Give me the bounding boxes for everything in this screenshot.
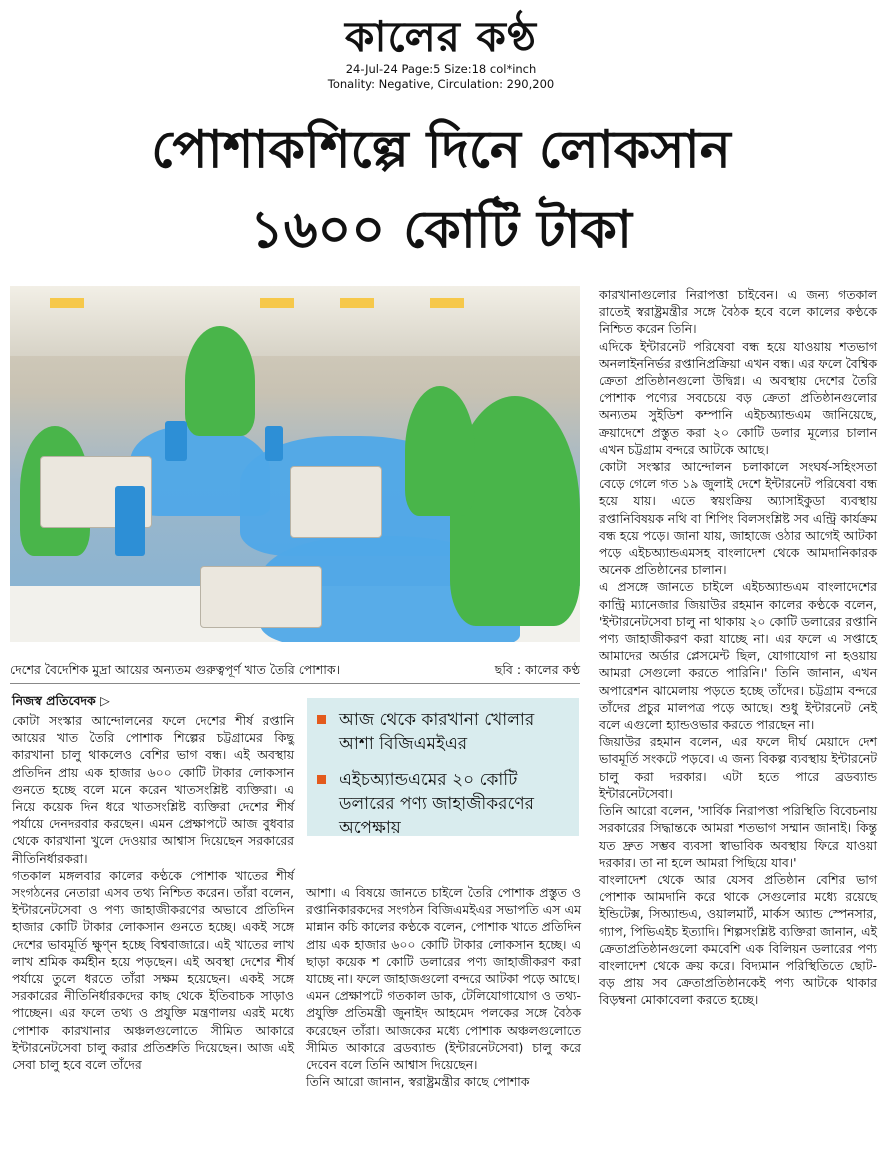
masthead-logo: কালের কণ্ঠ [345, 12, 537, 61]
highlight-text: এইচঅ্যান্ডএমের ২০ কোটি ডলারের পণ্য জাহাজীকরণের অপেক্ষায় [339, 770, 534, 838]
photo-credit: ছবি : কালের কণ্ঠ [494, 662, 580, 677]
paragraph: আশা। এ বিষয়ে জানতে চাইলে তৈরি পোশাক প্রস্তুত ও রপ্তানিকারকদের সংগঠন বিজিএমইএর সভাপতি এস এম মান্নান কচি কালের কণ্ঠকে বলেন, পোশাক খাতে প্রতিদিন প্রায় এক হাজার ৬০০ কোটি টাকার লোকসান হচ্ছে। এ ছাড়া কয়েক শ কোটি ডলারের পণ্য জাহাজীকরণ করা যাচ্ছে না। ফলে জাহাজগুলো বন্দরে আটকা পড়ে আছে। [306, 885, 581, 987]
paragraph: জিয়াউর রহমান বলেন, এর ফলে দীর্ঘ মেয়াদে দেশ ভাবমূর্তি সংকটে পড়বে। এ জন্য বিকল্প ব্যবস্থায় ইন্টারনেট চালু করা দরকার। এটা হতে পারে ব্রডব্যান্ড ইন্টারনেটসেবা। [599, 734, 877, 801]
paragraph: এদিকে ইন্টারনেট পরিষেবা বন্ধ হয়ে যাওয়ায় শতভাগ অনলাইননির্ভর রপ্তানিপ্রক্রিয়া এখন বন্ধ। এর ফলে বৈশ্বিক ক্রেতা প্রতিষ্ঠানগুলো উদ্বিগ্ন। এ অবস্থায় দেশের তৈরি পোশাক পণ্যের সবচেয়ে বড় ক্রেতা প্রতিষ্ঠানগুলোর অন্যতম সুইডিশ কম্পানি এইচঅ্যান্ডএম জানিয়েছে, ক্রয়াদেশে প্রস্তুত করা ২০ কোটি ডলার মূল্যের চালান এখন চট্টগ্রাম বন্দরে আটকে আছে। [599, 338, 877, 457]
caption-text: দেশের বৈদেশিক মুদ্রা আয়ের অন্যতম গুরুত্বপূর্ণ খাত তৈরি পোশাক। [10, 662, 341, 677]
bullet-square-icon [317, 715, 326, 724]
paragraph: তিনি আরো জানান, স্বরাষ্ট্রমন্ত্রীর কাছে পোশাক [306, 1074, 530, 1090]
article-column-2 [306, 884, 581, 1090]
paragraph: বাংলাদেশ থেকে আর যেসব প্রতিষ্ঠান বেশির ভাগ পোশাক আমদানি করে থাকে সেগুলোর মধ্যে রয়েছে ইন্ডিটেক্স, সিঅ্যান্ডএ, ওয়ালমার্ট, মার্কস অ্যান্ড স্পেনসার, গ্যাপ, পিভিএইচ ইত্যাদি। শিল্পসংশ্লিষ্ট ব্যক্তিরা জানান, এই ক্রেতাপ্রতিষ্ঠানগুলো কমবেশি এক বিলিয়ন ডলারের পণ্য বাংলাদেশ থেকে ক্রয় করে। বিদ্যমান পরিস্থিতিতে ছোট-বড় প্রায় সব ক্রেতাপ্রতিষ্ঠানকেই পণ্য আটকে থাকার বিড়ম্বনা মোকাবেলা করতে হচ্ছে। [599, 871, 877, 1008]
highlight-item [317, 768, 567, 840]
highlight-text: আজ থেকে কারখানা খোলার আশা বিজিএমইএর [339, 710, 535, 754]
paragraph: তিনি আরো বলেন, 'সার্বিক নিরাপত্তা পরিস্থিতি বিবেচনায় সরকারের সিদ্ধান্তকে আমরা শতভাগ সম্মান জানাই। কিন্তু যত দ্রুত সম্ভব ব্যবসা স্বাভাবিক অবস্থায় ফিরে যাওয়া দরকার। তা না হলে আমরা পিছিয়ে যাব।' [599, 803, 877, 870]
paragraph: গতকাল মঙ্গলবার কালের কণ্ঠকে পোশাক খাতের শীর্ষ সংগঠনের নেতারা এসব তথ্য নিশ্চিত করেন। তাঁরা বলেন, ইন্টারনেটসেবা ও পণ্য জাহাজীকরণের অভাবে প্রতিদিন হাজার কোটি টাকার লোকসান গুনতে হচ্ছে। একই সঙ্গে দেশের ভাবমূর্তি ক্ষুণ্ন হচ্ছে বিশ্ববাজারে। এই খাতের লাখ লাখ শ্রমিক কর্মহীন হয়ে পড়ছেন। এই অবস্থা দেশের শীর্ষ পর্যায়ে তুলে ধরতে তাঁরা সক্ষম হয়েছেন। একই সঙ্গে সরকারের নীতিনির্ধারকদের কাছ থেকে ইতিবাচক সাড়াও পাচ্ছেন। এর ফলে তথ্য ও প্রযুক্তি মন্ত্রণালয় এরই মধ্যে পোশাক কারখানার অঞ্চলগুলোতে সীমিত আকারে ইন্টারনেটসেবা চালু করার প্রতিশ্রুতি দিয়েছেন। আজ এই সেবা চালু হবে বলে তাঁদের [12, 867, 294, 1073]
caption-divider [10, 683, 580, 684]
paragraph: কারখানাগুলোর নিরাপত্তা চাইবেন। এ জন্য গতকাল রাতেই স্বরাষ্ট্রমন্ত্রীর সঙ্গে বৈঠক হবে বলে কালের কণ্ঠকে নিশ্চিত করেন তিনি। [599, 287, 877, 337]
garment-factory-photo [10, 286, 580, 642]
headline-line-2: ১৬০০ কোটি টাকা [249, 199, 633, 260]
photo-caption [10, 662, 580, 678]
article-column-3 [599, 286, 877, 1009]
paragraph: এ প্রসঙ্গে জানতে চাইলে এইচঅ্যান্ডএম বাংলাদেশের কান্ট্রি ম্যানেজার জিয়াউর রহমান কালের কণ্ঠকে বলেন, 'ইন্টারনেটসেবা চালু না থাকায় ২০ কোটি ডলারের রপ্তানি পণ্য জাহাজীকরণ করা যাচ্ছে না। এর ফলে এ সপ্তাহে আমাদের অর্ডার প্লেসমেন্ট ছিল, যোগাযোগ না হওয়ায় আমরা সেগুলো করতে পারিনি।' তিনি জানান, এখন অপারেশন ঝামেলায় পড়তে হচ্ছে তাঁদের। চট্টগ্রাম বন্দরে তাঁদের প্রচুর মালপত্র পড়ে আছে। শুধু ইন্টারনেট নেই বলে এগুলো হ্যান্ডওভার করতে পারছেন না। [599, 579, 877, 733]
paragraph: কোটা সংস্কার আন্দোলনের ফলে দেশের শীর্ষ রপ্তানি আয়ের খাত তৈরি পোশাক শিল্পের চট্টগ্রামের কিছু কারখানা চালু থাকলেও বেশির ভাগ বন্ধ। এই অবস্থায় প্রতিদিন প্রায় এক হাজার ৬০০ কোটি টাকার লোকসান গুনতে হচ্ছে বলে মনে করেন খাতসংশ্লিষ্ট ব্যক্তিরা। এ নিয়ে কয়েক দিন ধরে খাতসংশ্লিষ্ট ব্যক্তিরা দেশের শীর্ষ পর্যায়ে দেনদরবার করছেন। এমন প্রেক্ষাপটে আজ বুধবার থেকে কারখানা খুলে দেওয়ার আশ্বাস দিয়েছেন সরকারের নীতিনির্ধারকরা। [12, 713, 294, 866]
highlight-item [317, 708, 567, 756]
clip-meta-date: 24-Jul-24 Page:5 Size:18 col*inch [345, 62, 537, 76]
article-column-1 [12, 712, 294, 1073]
highlights-box [307, 698, 579, 836]
bullet-square-icon [317, 775, 326, 784]
byline: নিজস্ব প্রতিবেদক ▷ [12, 693, 110, 708]
headline-line-1: পোশাকশিল্পে দিনে লোকসান [151, 119, 731, 180]
clip-meta-tonality: Tonality: Negative, Circulation: 290,200 [327, 77, 555, 91]
paragraph: এমন প্রেক্ষাপটে গতকাল ডাক, টেলিযোগাযোগ ও তথ্য-প্রযুক্তি প্রতিমন্ত্রী জুনাইদ আহমেদ পলকের সঙ্গে বৈঠক করেছেন তাঁরা। আজকের মধ্যে পোশাক অঞ্চলগুলোতে সীমিত আকারে ব্রডব্যান্ড (ইন্টারনেটসেবা) চালু করে দেবেন বলে তিনি আশ্বাস দিয়েছেন। [306, 988, 581, 1073]
paragraph: কোটা সংস্কার আন্দোলন চলাকালে সংঘর্ষ-সহিংসতা বেড়ে গেলে গত ১৯ জুলাই দেশে ইন্টারনেট পরিষেবা বন্ধ হয়ে যায়। এতে স্বয়ংক্রিয় অ্যাসাইকুডা ব্যবস্থায় রপ্তানিবিষয়ক নথি বা শিপিং বিলসংশ্লিষ্ট সব এন্ট্রি কার্যক্রম বন্ধ হয়ে পড়ে। জানা যায়, জাহাজে ওঠার আগেই আটকা পড়ে এইচঅ্যান্ডএমসহ বাংলাদেশ থেকে আমদানিকারক অনেক প্রতিষ্ঠানের চালান। [599, 459, 877, 578]
